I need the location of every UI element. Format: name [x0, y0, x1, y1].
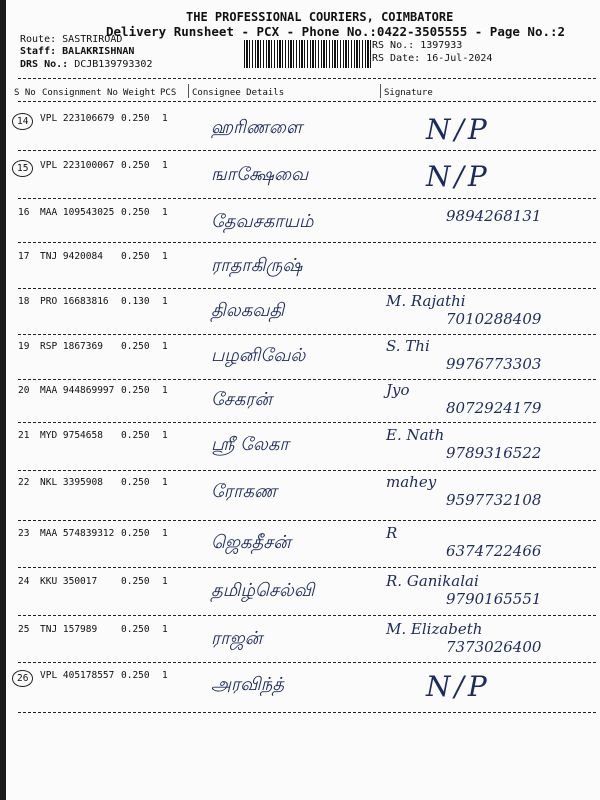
row-divider	[18, 334, 596, 335]
runsheet-page	[6, 0, 600, 800]
sno-value: 18	[18, 296, 30, 307]
row-sno	[18, 113, 33, 130]
header-row-divider	[18, 101, 596, 102]
signature-handwritten: mahey	[386, 473, 437, 491]
weight-value: 0.250	[121, 670, 150, 681]
consignment-number: RSP 1867369	[40, 341, 103, 352]
rs-no-line: RS No.: 1397933	[372, 40, 463, 51]
weight-value: 0.250	[121, 160, 150, 171]
sno-value: 24	[18, 576, 30, 587]
document-subtitle: Delivery Runsheet - PCX - Phone No.:0422-3505555 - Page No.:2	[106, 24, 566, 39]
consignment-number: NKL 3395908	[40, 477, 103, 488]
staff-line: Staff: BALAKRISHNAN	[20, 46, 135, 57]
table-row	[6, 251, 600, 291]
signature-handwritten: R	[386, 524, 398, 542]
header-divider	[18, 78, 596, 79]
table-row	[6, 426, 600, 470]
row-divider	[18, 288, 596, 289]
row-sno	[18, 477, 29, 488]
sno-value: 21	[18, 430, 30, 441]
table-row	[6, 113, 600, 153]
consignment-number: TNJ 9420084	[40, 251, 103, 262]
signature-handwritten: N/P	[426, 113, 491, 146]
pcs-value: 1	[162, 113, 168, 124]
rs-date-line: RS Date: 16-Jul-2024	[372, 53, 493, 64]
consignee-name-handwritten: ராஜன்	[211, 628, 263, 649]
consignee-name-handwritten: தமிழ்செல்வி	[211, 580, 315, 601]
row-sno	[18, 207, 29, 218]
row-sno	[18, 296, 29, 307]
col-consignment: Consignment No	[42, 88, 118, 98]
drs-value: DCJB139793302	[74, 59, 153, 70]
weight-value: 0.130	[121, 296, 150, 307]
consignee-name-handwritten: பழனிவேல்	[211, 345, 306, 366]
pcs-value: 1	[162, 341, 168, 352]
row-divider	[18, 470, 596, 471]
weight-value: 0.250	[121, 341, 150, 352]
sno-value: 14	[12, 113, 33, 130]
phone-handwritten: 9597732108	[446, 491, 542, 509]
signature-handwritten: E. Nath	[386, 426, 445, 444]
pcs-value: 1	[162, 576, 168, 587]
table-row	[6, 620, 600, 664]
weight-value: 0.250	[121, 624, 150, 635]
weight-value: 0.250	[121, 385, 150, 396]
staff-value: BALAKRISHNAN	[62, 46, 135, 57]
table-row	[6, 207, 600, 247]
consignee-name-handwritten: ஸ்ரீ லேகா	[211, 434, 289, 455]
row-sno	[18, 385, 29, 396]
consignee-name-handwritten: அரவிந்த்	[211, 674, 285, 695]
row-sno	[18, 670, 33, 687]
drs-line: DRS No.: DCJB139793302	[20, 59, 153, 70]
weight-value: 0.250	[121, 477, 150, 488]
consignee-name-handwritten: ராதாகிருஷ்	[211, 255, 303, 276]
row-sno	[18, 251, 29, 262]
signature-handwritten: Jyo	[386, 381, 410, 399]
pcs-value: 1	[162, 296, 168, 307]
signature-handwritten: M. Elizabeth	[386, 620, 483, 638]
row-sno	[18, 160, 33, 177]
pcs-value: 1	[162, 160, 168, 171]
row-divider	[18, 615, 596, 616]
table-row	[6, 160, 600, 200]
phone-handwritten: 9790165551	[446, 590, 542, 608]
phone-handwritten: 9894268131	[446, 207, 542, 225]
route-value: SASTRIROAD	[62, 34, 123, 45]
weight-value: 0.250	[121, 207, 150, 218]
consignment-number: VPL 223100067	[40, 160, 115, 171]
table-row	[6, 524, 600, 568]
pcs-value: 1	[162, 670, 168, 681]
phone-handwritten: 7373026400	[446, 638, 542, 656]
pcs-value: 1	[162, 477, 168, 488]
table-row	[6, 381, 600, 425]
weight-value: 0.250	[121, 576, 150, 587]
rs-date-value: 16-Jul-2024	[426, 53, 493, 64]
barcode-image	[244, 40, 372, 68]
weight-value: 0.250	[121, 528, 150, 539]
phone-handwritten: 9976773303	[446, 355, 542, 373]
consignment-number: VPL 223106679	[40, 113, 115, 124]
row-divider	[18, 520, 596, 521]
row-divider	[18, 712, 596, 713]
col-separator	[188, 84, 189, 98]
sno-value: 26	[12, 670, 33, 687]
row-sno	[18, 430, 29, 441]
document-title: THE PROFESSIONAL COURIERS, COIMBATORE	[186, 10, 454, 24]
phone-handwritten: 9789316522	[446, 444, 542, 462]
signature-handwritten: N/P	[426, 670, 491, 703]
row-divider	[18, 662, 596, 663]
table-row	[6, 572, 600, 616]
row-sno	[18, 624, 29, 635]
sno-value: 20	[18, 385, 30, 396]
consignee-name-handwritten: திலகவதி	[211, 300, 285, 321]
pcs-value: 1	[162, 207, 168, 218]
table-row	[6, 337, 600, 381]
col-signature: Signature	[384, 88, 433, 98]
pcs-value: 1	[162, 385, 168, 396]
row-sno	[18, 341, 29, 352]
consignee-name-handwritten: தேவசகாயம்	[211, 211, 314, 232]
consignee-name-handwritten: ஹரிணளை	[211, 117, 303, 138]
weight-value: 0.250	[121, 430, 150, 441]
phone-handwritten: 6374722466	[446, 542, 542, 560]
sno-value: 19	[18, 341, 30, 352]
sno-value: 17	[18, 251, 30, 262]
row-divider	[18, 242, 596, 243]
pcs-value: 1	[162, 528, 168, 539]
sno-value: 22	[18, 477, 30, 488]
pcs-value: 1	[162, 430, 168, 441]
signature-handwritten: M. Rajathi	[386, 292, 466, 310]
consignee-name-handwritten: ரோகண	[211, 481, 277, 502]
consignment-number: KKU 350017	[40, 576, 98, 587]
row-sno	[18, 576, 29, 587]
table-row	[6, 292, 600, 336]
phone-handwritten: 8072924179	[446, 399, 542, 417]
consignment-number: MAA 944869997	[40, 385, 115, 396]
row-divider	[18, 379, 596, 380]
row-divider	[18, 422, 596, 423]
consignment-number: TNJ 157989	[40, 624, 98, 635]
consignment-number: VPL 405178557	[40, 670, 115, 681]
consignee-name-handwritten: ஙாக்ஷேவை	[211, 164, 309, 185]
signature-handwritten: S. Thi	[386, 337, 430, 355]
sno-value: 23	[18, 528, 30, 539]
col-separator	[380, 84, 381, 98]
rs-no-value: 1397933	[420, 40, 463, 51]
consignee-name-handwritten: சேகரன்	[211, 389, 273, 410]
row-divider	[18, 567, 596, 568]
pcs-value: 1	[162, 624, 168, 635]
phone-handwritten: 7010288409	[446, 310, 542, 328]
table-row	[6, 670, 600, 710]
consignment-number: MAA 574839312	[40, 528, 115, 539]
consignee-name-handwritten: ஜெகதீசன்	[211, 532, 291, 553]
col-weight: Weight	[123, 88, 156, 98]
row-sno	[18, 528, 29, 539]
signature-handwritten: R. Ganikalai	[386, 572, 479, 590]
route-line: Route: SASTRIROAD	[20, 34, 123, 45]
consignment-number: MYD 9754658	[40, 430, 103, 441]
signature-handwritten: N/P	[426, 160, 491, 193]
col-pcs: PCS	[160, 88, 177, 98]
table-row	[6, 473, 600, 517]
sno-value: 16	[18, 207, 30, 218]
col-sno: S No	[14, 88, 36, 98]
sno-value: 25	[18, 624, 30, 635]
consignment-number: PRO 16683816	[40, 296, 109, 307]
consignment-number: MAA 109543025	[40, 207, 115, 218]
weight-value: 0.250	[121, 113, 150, 124]
sno-value: 15	[12, 160, 33, 177]
col-consignee: Consignee Details	[192, 88, 285, 98]
pcs-value: 1	[162, 251, 168, 262]
row-divider	[18, 198, 596, 199]
weight-value: 0.250	[121, 251, 150, 262]
row-divider	[18, 150, 596, 151]
